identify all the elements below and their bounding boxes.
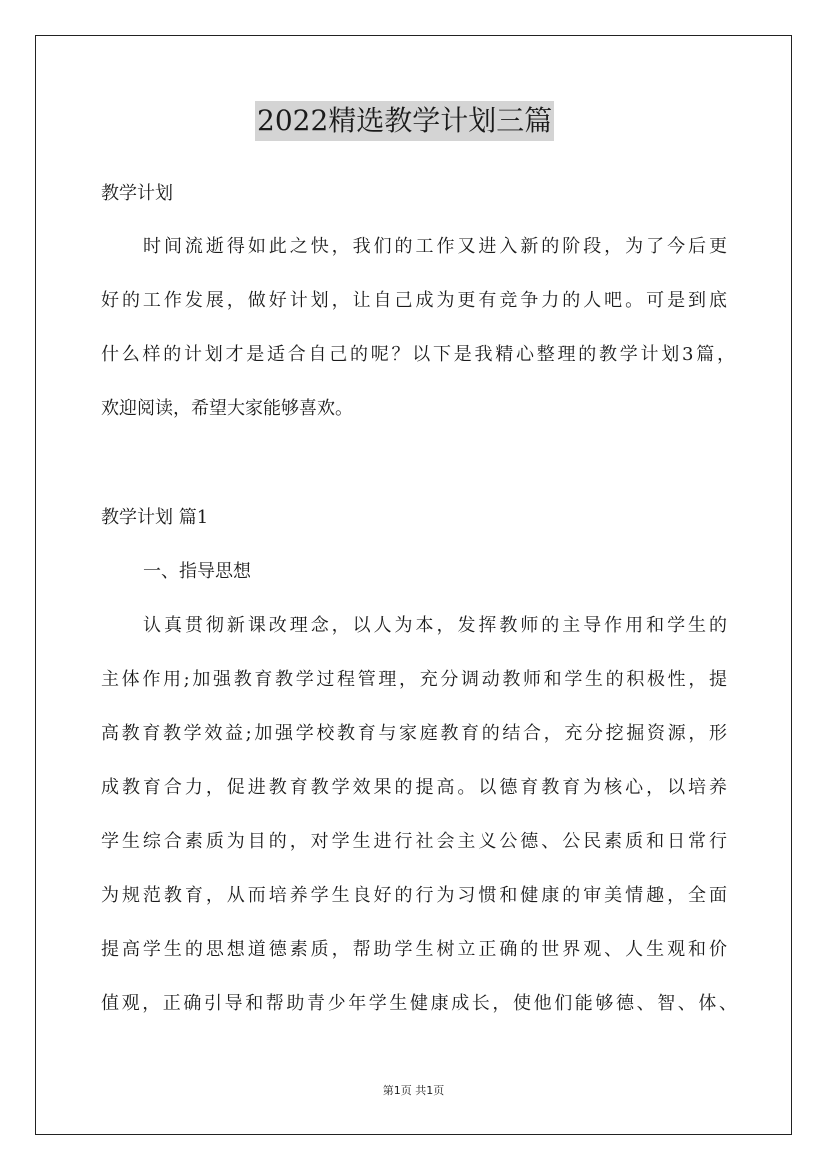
intro-line-3: 什么样的计划才是适合自己的呢？以下是我精心整理的教学计划3篇， <box>101 344 735 365</box>
body-line-6: 为规范教育，从而培养学生良好的行为习惯和健康的审美情趣，全面 <box>101 885 727 906</box>
intro-line-1: 时间流逝得如此之快，我们的工作又进入新的阶段，为了今后更 <box>143 236 727 257</box>
body-line-1: 认真贯彻新课改理念，以人为本，发挥教师的主导作用和学生的 <box>143 615 727 636</box>
body-line-4: 成教育合力，促进教育教学效果的提高。以德育教育为核心，以培养 <box>101 777 727 798</box>
body-line-3: 高教育教学效益;加强学校教育与家庭教育的结合，充分挖掘资源，形 <box>101 723 727 744</box>
body-line-2: 主体作用;加强教育教学过程管理，充分调动教师和学生的积极性，提 <box>101 669 727 690</box>
subheading: 一、指导思想 <box>143 561 251 582</box>
body-line-7: 提高学生的思想道德素质，帮助学生树立正确的世界观、人生观和价 <box>101 939 727 960</box>
section-heading: 教学计划 <box>101 183 173 204</box>
intro-line-4: 欢迎阅读，希望大家能够喜欢。 <box>101 398 353 419</box>
page-footer: 第1页 共1页 <box>382 1084 445 1097</box>
document-title: 2022精选教学计划三篇 <box>255 101 554 141</box>
body-line-5: 学生综合素质为目的，对学生进行社会主义公德、公民素质和日常行 <box>101 831 727 852</box>
body-line-8: 值观，正确引导和帮助青少年学生健康成长，使他们能够德、智、体、 <box>101 993 737 1014</box>
part-heading: 教学计划 篇1 <box>101 507 209 528</box>
intro-line-2: 好的工作发展，做好计划，让自己成为更有竞争力的人吧。可是到底 <box>101 290 727 311</box>
